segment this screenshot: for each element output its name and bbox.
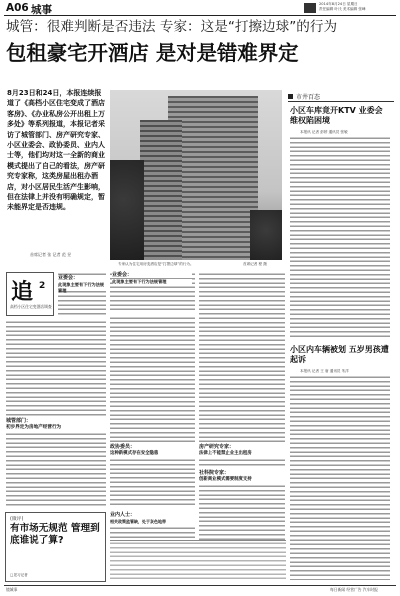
- column-b-body-1: [110, 272, 195, 312]
- column-a-sub1: 此现象主要有下行为法规管理: [58, 282, 105, 293]
- sidebar-section-head: [288, 92, 394, 102]
- commentary-body: [110, 540, 286, 580]
- column-b-sub1: 此现象主要有下行为法规管理: [112, 279, 192, 285]
- column-c-body-2: [199, 458, 285, 468]
- tree-shape: [250, 210, 282, 260]
- column-c-head1: 房产研究专家：: [199, 444, 285, 450]
- lead-byline: 首席记者 张 记者 范 昱: [30, 252, 72, 257]
- commentary-byline: □见习记者: [10, 573, 28, 577]
- series-logo: [6, 272, 54, 316]
- tree-shape: [110, 160, 144, 260]
- column-a-head1: 业委会：: [58, 275, 106, 281]
- column-c-body-1: [199, 272, 285, 442]
- building-photo: [110, 90, 282, 260]
- sidebar-story1-byline: 本报讯 记者 彭婷 通讯员 张敏: [300, 130, 348, 134]
- commentary-box: [5, 512, 106, 582]
- sidebar-story2-title: 小区内车辆被划 五岁男孩遭起诉: [290, 345, 389, 364]
- column-a-sub2: 初步界定为房地产经营行为: [6, 425, 106, 431]
- column-b-sub3: 相关政策监管缺，处于灰色地带: [110, 519, 195, 525]
- footer-right: 每日新闻 经营广告 汽车时报: [330, 587, 378, 592]
- series-logo-glyph: 追: [11, 280, 34, 305]
- page-header: [4, 2, 396, 16]
- kicker: 城管：很难判断是否违法 专家：这是“打擦边球”的行为: [6, 19, 338, 35]
- column-c-head2: 社科院专家：: [199, 470, 285, 476]
- sidebar-story2-body: [290, 375, 390, 580]
- header-info-1: 2014年8月24日 星期日: [319, 2, 358, 6]
- sidebar-story1-title: 小区车库竟开KTV 业委会维权陷困境: [290, 106, 383, 125]
- section-name: 城事: [31, 4, 52, 16]
- column-a-head2: 城管部门：: [6, 418, 106, 424]
- sidebar-story1-body: [290, 136, 390, 340]
- page-number: A06: [6, 2, 29, 14]
- series-logo-number: 2: [39, 281, 46, 291]
- main-headline: 包租豪宅开酒店 是对是错难界定: [6, 41, 299, 65]
- column-a-body-2: [6, 320, 106, 416]
- brand-logo: [304, 3, 316, 13]
- commentary-title: 有市场无规范 管理到底谁说了算?: [10, 523, 100, 546]
- commentary-tag: (微评): [10, 517, 24, 522]
- tower-shape: [140, 120, 182, 260]
- sidebar-marker-icon: [288, 94, 293, 99]
- column-b-head2: 政协委员：: [110, 444, 195, 450]
- footer-rule: [4, 585, 396, 586]
- column-b-sub2: 这种新模式存在安全隐患: [110, 451, 195, 457]
- photo-caption: 专家认为住宅用房变酒店是“打擦边球”的行为。: [118, 262, 194, 266]
- column-b-head1: 业委会：: [112, 272, 192, 278]
- header-info-2: 责任编辑 叶氏 美术编辑 张峰: [319, 7, 366, 11]
- column-a-body-3: [6, 432, 106, 508]
- sidebar-story2-byline: 本报讯 记者 王 唐 通讯员 朱洋: [300, 369, 349, 373]
- lead-paragraph: 8月23日和24日，本报连续报道了《高档小区住宅变成了酒店客房》、《办业私房公开出租上万多处》等系列报道，本报记者采访了城管部门、房产研究专家、小区业委会、政协委员、业内人士等，他们均对这一全新的商业模式提出了自己的看法，房产研究专家称，这类房屋出租办酒店，对小区居民生活产生影响，但在法律上并没有明确规定，暂未能界定是否违规。: [7, 89, 105, 212]
- footer-left: 镜城事: [6, 587, 18, 592]
- column-c-sub2: 创新商业模式需要制度支持: [199, 477, 285, 483]
- column-b-head3: 业内人士：: [110, 512, 195, 518]
- photo-credit: 首席记者 程 摄: [243, 262, 267, 266]
- series-logo-caption: 高档小区住宅变酒店调查: [10, 304, 52, 309]
- column-c-sub1: 法律上不能禁止业主出租房: [199, 451, 285, 457]
- sidebar-section-title: 市井百态: [296, 94, 321, 101]
- column-b-body-3: [110, 458, 195, 508]
- column-b-body-2: [110, 316, 195, 442]
